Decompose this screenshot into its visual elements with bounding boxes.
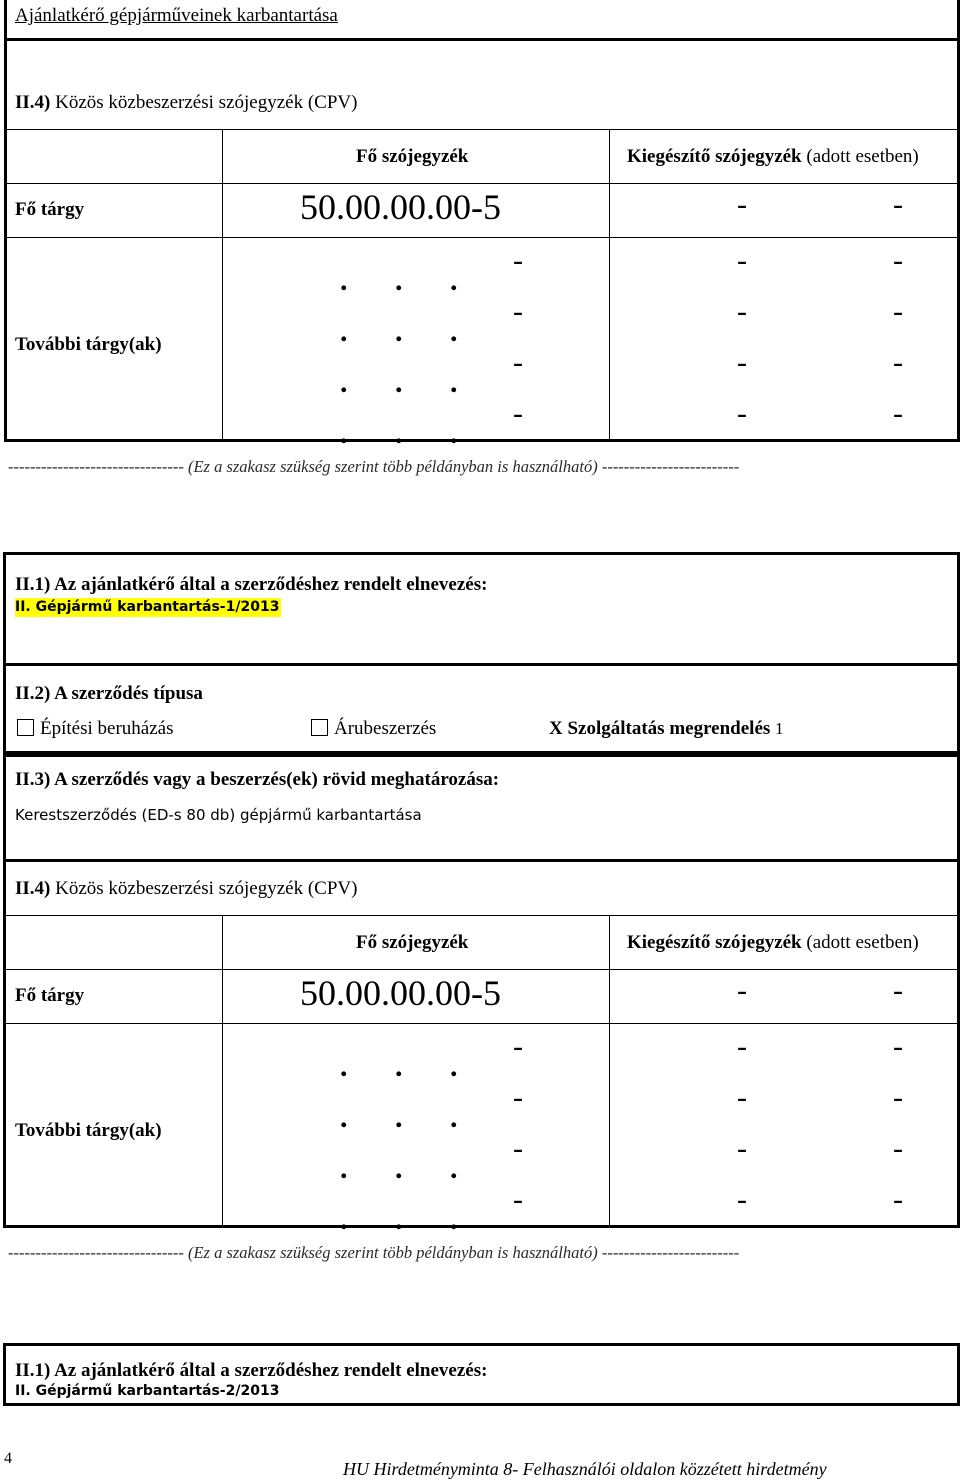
cpv-dash: - xyxy=(513,295,523,328)
type-option-construction[interactable] xyxy=(17,718,173,740)
cpv-dash: - xyxy=(893,1183,903,1216)
cpv-dot: . xyxy=(450,1203,458,1236)
cpv-dash: - xyxy=(513,1081,523,1114)
cpv-dash: - xyxy=(737,1132,747,1165)
cpv-dot: . xyxy=(340,1101,348,1134)
cpv2-col-main: Fő szójegyzék xyxy=(356,932,469,953)
cpv-dot: . xyxy=(450,1050,458,1083)
cpv1-col-supp-bold: Kiegészítő szójegyzék xyxy=(627,146,802,167)
cpv-dot: . xyxy=(395,1101,403,1134)
cpv-dash: - xyxy=(893,397,903,430)
cpv2-col-line-2 xyxy=(609,915,610,1227)
lot1-name-value: II. Gépjármű karbantartás-1/2013 xyxy=(15,599,280,615)
type-option-services xyxy=(549,718,784,740)
cpv-dash: - xyxy=(737,397,747,430)
cpv-dot: . xyxy=(340,1203,348,1236)
cpv2-col-supp xyxy=(627,932,919,954)
separator-2-left: -------------------------------- xyxy=(8,1243,188,1262)
lot2-name-value: II. Gépjármű karbantartás-2/2013 xyxy=(15,1383,280,1399)
cpv-dash: - xyxy=(893,1081,903,1114)
cpv-dash: - xyxy=(513,1030,523,1063)
construction-checkbox[interactable] xyxy=(17,719,34,736)
lot2-name-heading-prefix: II.1) xyxy=(15,1360,51,1381)
cpv2-additional-label: További tárgy(ak) xyxy=(15,1120,162,1141)
cpv-dot: . xyxy=(340,315,348,348)
cpv-dash: - xyxy=(893,1030,903,1063)
type-option-goods[interactable] xyxy=(311,718,436,740)
cpv1-bottom-border xyxy=(4,439,960,442)
lot1-type-heading-text: A szerződés típusa xyxy=(54,683,203,704)
cpv1-col-line-2 xyxy=(609,129,610,441)
cpv-dot: . xyxy=(450,1101,458,1134)
cpv-dash: - xyxy=(513,1132,523,1165)
cpv1-main-dash-2: - xyxy=(893,188,903,221)
cpv2-main-code: 50.00.00.00-5 xyxy=(300,973,501,1013)
lot1-name-heading xyxy=(15,574,487,596)
type-selected-label: X Szolgáltatás megrendelés xyxy=(549,718,771,739)
lot1-desc-value: Kerestszerződés (ED-s 80 db) gépjármű karbantartása xyxy=(15,806,422,824)
cpv-dash: - xyxy=(513,1183,523,1216)
separator-2 xyxy=(8,1243,739,1263)
cpv-dot: . xyxy=(450,366,458,399)
cpv1-heading-title: Közös közbeszerzési szójegyzék (CPV) xyxy=(55,92,358,113)
lot1-desc-heading-text: A szerződés vagy a beszerzés(ek) rövid meghatározása: xyxy=(54,769,500,790)
top-fragment-text: Ajánlatkérő gépjárműveinek karbantartása xyxy=(15,5,338,26)
cpv-dot: . xyxy=(450,1152,458,1185)
lot1-desc-heading-prefix: II.3) xyxy=(15,769,51,790)
cpv1-heading-prefix: II.4) xyxy=(15,92,51,113)
separator-1 xyxy=(8,457,739,477)
cpv2-main-label: Fő tárgy xyxy=(15,985,85,1006)
cpv-dot: . xyxy=(395,417,403,450)
cpv2-heading-title: Közös közbeszerzési szójegyzék (CPV) xyxy=(55,878,358,899)
cpv-dash: - xyxy=(893,295,903,328)
cpv2-col-supp-rest: (adott esetben) xyxy=(806,932,919,953)
cpv-dash: - xyxy=(737,1030,747,1063)
cpv1-col-line-1 xyxy=(222,129,223,441)
cpv-dot: . xyxy=(340,1050,348,1083)
cpv-dash: - xyxy=(737,346,747,379)
cpv1-main-label: Fő tárgy xyxy=(15,199,85,220)
page-number: 4 xyxy=(4,1450,12,1467)
cpv2-rule-3 xyxy=(6,1023,958,1024)
lot1-name-heading-prefix: II.1) xyxy=(15,574,51,595)
separator-1-middle: (Ez a szakasz szükség szerint több példányban is használható) xyxy=(187,457,598,476)
cpv1-col-supp-rest: (adott esetben) xyxy=(806,146,919,167)
lot1-desc-heading xyxy=(15,769,499,791)
footer-form-title: HU Hirdetményminta 8- Felhasználói oldalon közzétett hirdetmény xyxy=(343,1459,827,1479)
cpv-dot: . xyxy=(395,315,403,348)
cpv2-rule-1 xyxy=(6,915,958,916)
cpv-dot: . xyxy=(395,1203,403,1236)
cpv-dot: . xyxy=(395,1152,403,1185)
cpv-dash: - xyxy=(737,1183,747,1216)
separator-2-right: ------------------------- xyxy=(597,1243,740,1262)
cpv2-left-border xyxy=(3,862,6,1228)
cpv-dot: . xyxy=(450,264,458,297)
cpv2-heading-prefix: II.4) xyxy=(15,878,51,899)
cpv-dash: - xyxy=(737,295,747,328)
cpv2-rule-2 xyxy=(6,969,958,970)
cpv-dash: - xyxy=(513,346,523,379)
cpv-dot: . xyxy=(395,1050,403,1083)
type-selected-footnote: 1 xyxy=(775,719,784,738)
cpv-dash: - xyxy=(893,244,903,277)
cpv-dot: . xyxy=(450,417,458,450)
cpv1-heading xyxy=(15,92,357,114)
cpv1-rule-1 xyxy=(6,129,958,130)
goods-checkbox[interactable] xyxy=(311,719,328,736)
cpv1-left-border xyxy=(4,41,7,442)
separator-2-middle: (Ez a szakasz szükség szerint több példányban is használható) xyxy=(187,1243,598,1262)
cpv-dot: . xyxy=(340,417,348,450)
cpv-dot: . xyxy=(395,366,403,399)
cpv1-rule-3 xyxy=(6,237,958,238)
cpv-dash: - xyxy=(513,397,523,430)
cpv-dash: - xyxy=(893,1132,903,1165)
lot2-name-heading-text: Az ajánlatkérő által a szerződéshez rendelt elnevezés: xyxy=(54,1360,488,1381)
cpv2-main-dash-2: - xyxy=(893,974,903,1007)
cpv1-main-code: 50.00.00.00-5 xyxy=(300,187,501,227)
cpv2-col-line-1 xyxy=(222,915,223,1227)
type-option-construction-label: Építési beruházás xyxy=(40,718,174,739)
separator-1-left: -------------------------------- xyxy=(8,457,188,476)
cpv-dot: . xyxy=(340,264,348,297)
cpv-dot: . xyxy=(450,315,458,348)
cpv-dot: . xyxy=(340,366,348,399)
type-option-goods-label: Árubeszerzés xyxy=(334,718,437,739)
cpv-dash: - xyxy=(893,346,903,379)
cpv2-col-supp-bold: Kiegészítő szójegyzék xyxy=(627,932,802,953)
cpv2-main-dash-1: - xyxy=(737,974,747,1007)
cpv-dot: . xyxy=(340,1152,348,1185)
cpv-dash: - xyxy=(513,244,523,277)
lot1-type-heading xyxy=(15,683,203,705)
lot2-name-heading xyxy=(15,1360,487,1382)
lot1-name-heading-text: Az ajánlatkérő által a szerződéshez rendelt elnevezés: xyxy=(54,574,488,595)
cpv1-additional-label: További tárgy(ak) xyxy=(15,334,162,355)
cpv1-main-dash-1: - xyxy=(737,188,747,221)
cpv-dash: - xyxy=(737,1081,747,1114)
separator-1-right: ------------------------- xyxy=(597,457,740,476)
cpv2-bottom-border xyxy=(3,1225,960,1228)
cpv1-rule-2 xyxy=(6,183,958,184)
lot1-type-box xyxy=(3,666,960,754)
cpv-dot: . xyxy=(395,264,403,297)
cpv-dash: - xyxy=(737,244,747,277)
cpv1-col-supp xyxy=(627,146,919,168)
lot1-type-heading-prefix: II.2) xyxy=(15,683,51,704)
cpv2-heading xyxy=(15,878,357,900)
cpv1-col-main: Fő szójegyzék xyxy=(356,146,469,167)
